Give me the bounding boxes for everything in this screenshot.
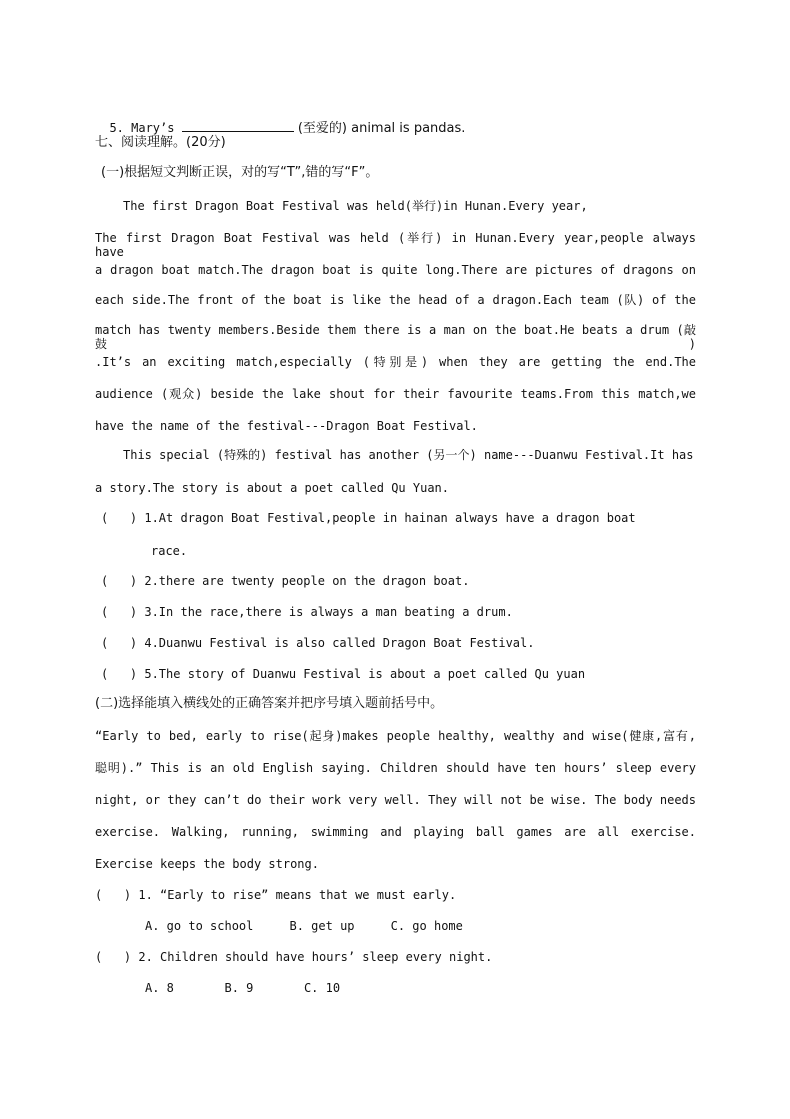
passage-2-line: “Early to bed, early to rise(起身)makes people healthy, wealthy and wise(健康,富有,: [95, 729, 696, 743]
passage-2-line: night, or they can’t do their work very well. They will not be wise. The body needs: [95, 793, 696, 807]
question-5-suffix: (至爱的) animal is pandas.: [293, 121, 466, 136]
mc-question-options: A. go to school B. get up C. go home: [145, 919, 463, 933]
passage-1-line: audience (观众) beside the lake shout for their favourite teams.From this match,we: [95, 387, 696, 401]
passage-1-line: match has twenty members.Beside them there is a man on the boat.He beats a drum (敲鼓): [95, 323, 696, 351]
passage-1-line: a story.The story is about a poet called Qu Yuan.: [95, 481, 450, 495]
question-5: [95, 106, 465, 136]
tf-question: ( ) 5.The story of Duanwu Festival is about a poet called Qu yuan: [101, 667, 586, 681]
tf-question: ( ) 2.there are twenty people on the dragon boat.: [101, 574, 470, 588]
passage-1-line: The first Dragon Boat Festival was held (举行) in Hunan.Every year,people always have: [95, 231, 696, 259]
tf-question: ( ) 3.In the race,there is always a man beating a drum.: [101, 605, 513, 619]
mc-question-options: A. 8 B. 9 C. 10: [145, 981, 341, 995]
part-2-instructions: (二)选择能填入横线处的正确答案并把序号填入题前括号中。: [95, 696, 444, 711]
passage-1-line: .It’s an exciting match,especially (特别是) when they are getting the end.The: [95, 355, 696, 369]
tf-question: ( ) 4.Duanwu Festival is also called Dragon Boat Festival.: [101, 636, 535, 650]
passage-1-line: This special (特殊的) festival has another (另一个) name---Duanwu Festival.It has: [123, 448, 694, 462]
mc-question-stem: ( ) 2. Children should have hours’ sleep every night.: [95, 950, 493, 964]
question-5-prefix: 5. Mary’s: [109, 121, 182, 135]
tf-question: ( ) 1.At dragon Boat Festival,people in hainan always have a dragon boat: [101, 511, 636, 525]
answer-blank[interactable]: [182, 120, 294, 132]
passage-2-line: 聪明).” This is an old English saying. Children should have ten hours’ sleep every: [95, 761, 696, 775]
passage-2-line: exercise. Walking, running, swimming and playing ball games are all exercise.: [95, 825, 696, 839]
tf-question-continuation: race.: [151, 544, 188, 558]
section-7-title: 七、阅读理解。(20分): [95, 135, 226, 150]
passage-1-line: The first Dragon Boat Festival was held(举行)in Hunan.Every year,: [123, 199, 588, 213]
passage-1-line: a dragon boat match.The dragon boat is quite long.There are pictures of dragons on: [95, 263, 696, 277]
passage-2-line: Exercise keeps the body strong.: [95, 857, 319, 871]
passage-1-line: have the name of the festival---Dragon Boat Festival.: [95, 419, 478, 433]
part-1-instructions: (一)根据短文判断正误，对的写“T”,错的写“F”。: [101, 165, 379, 180]
mc-question-stem: ( ) 1. “Early to rise” means that we must early.: [95, 888, 457, 902]
passage-1-line: each side.The front of the boat is like the head of a dragon.Each team (队) of the: [95, 293, 696, 307]
